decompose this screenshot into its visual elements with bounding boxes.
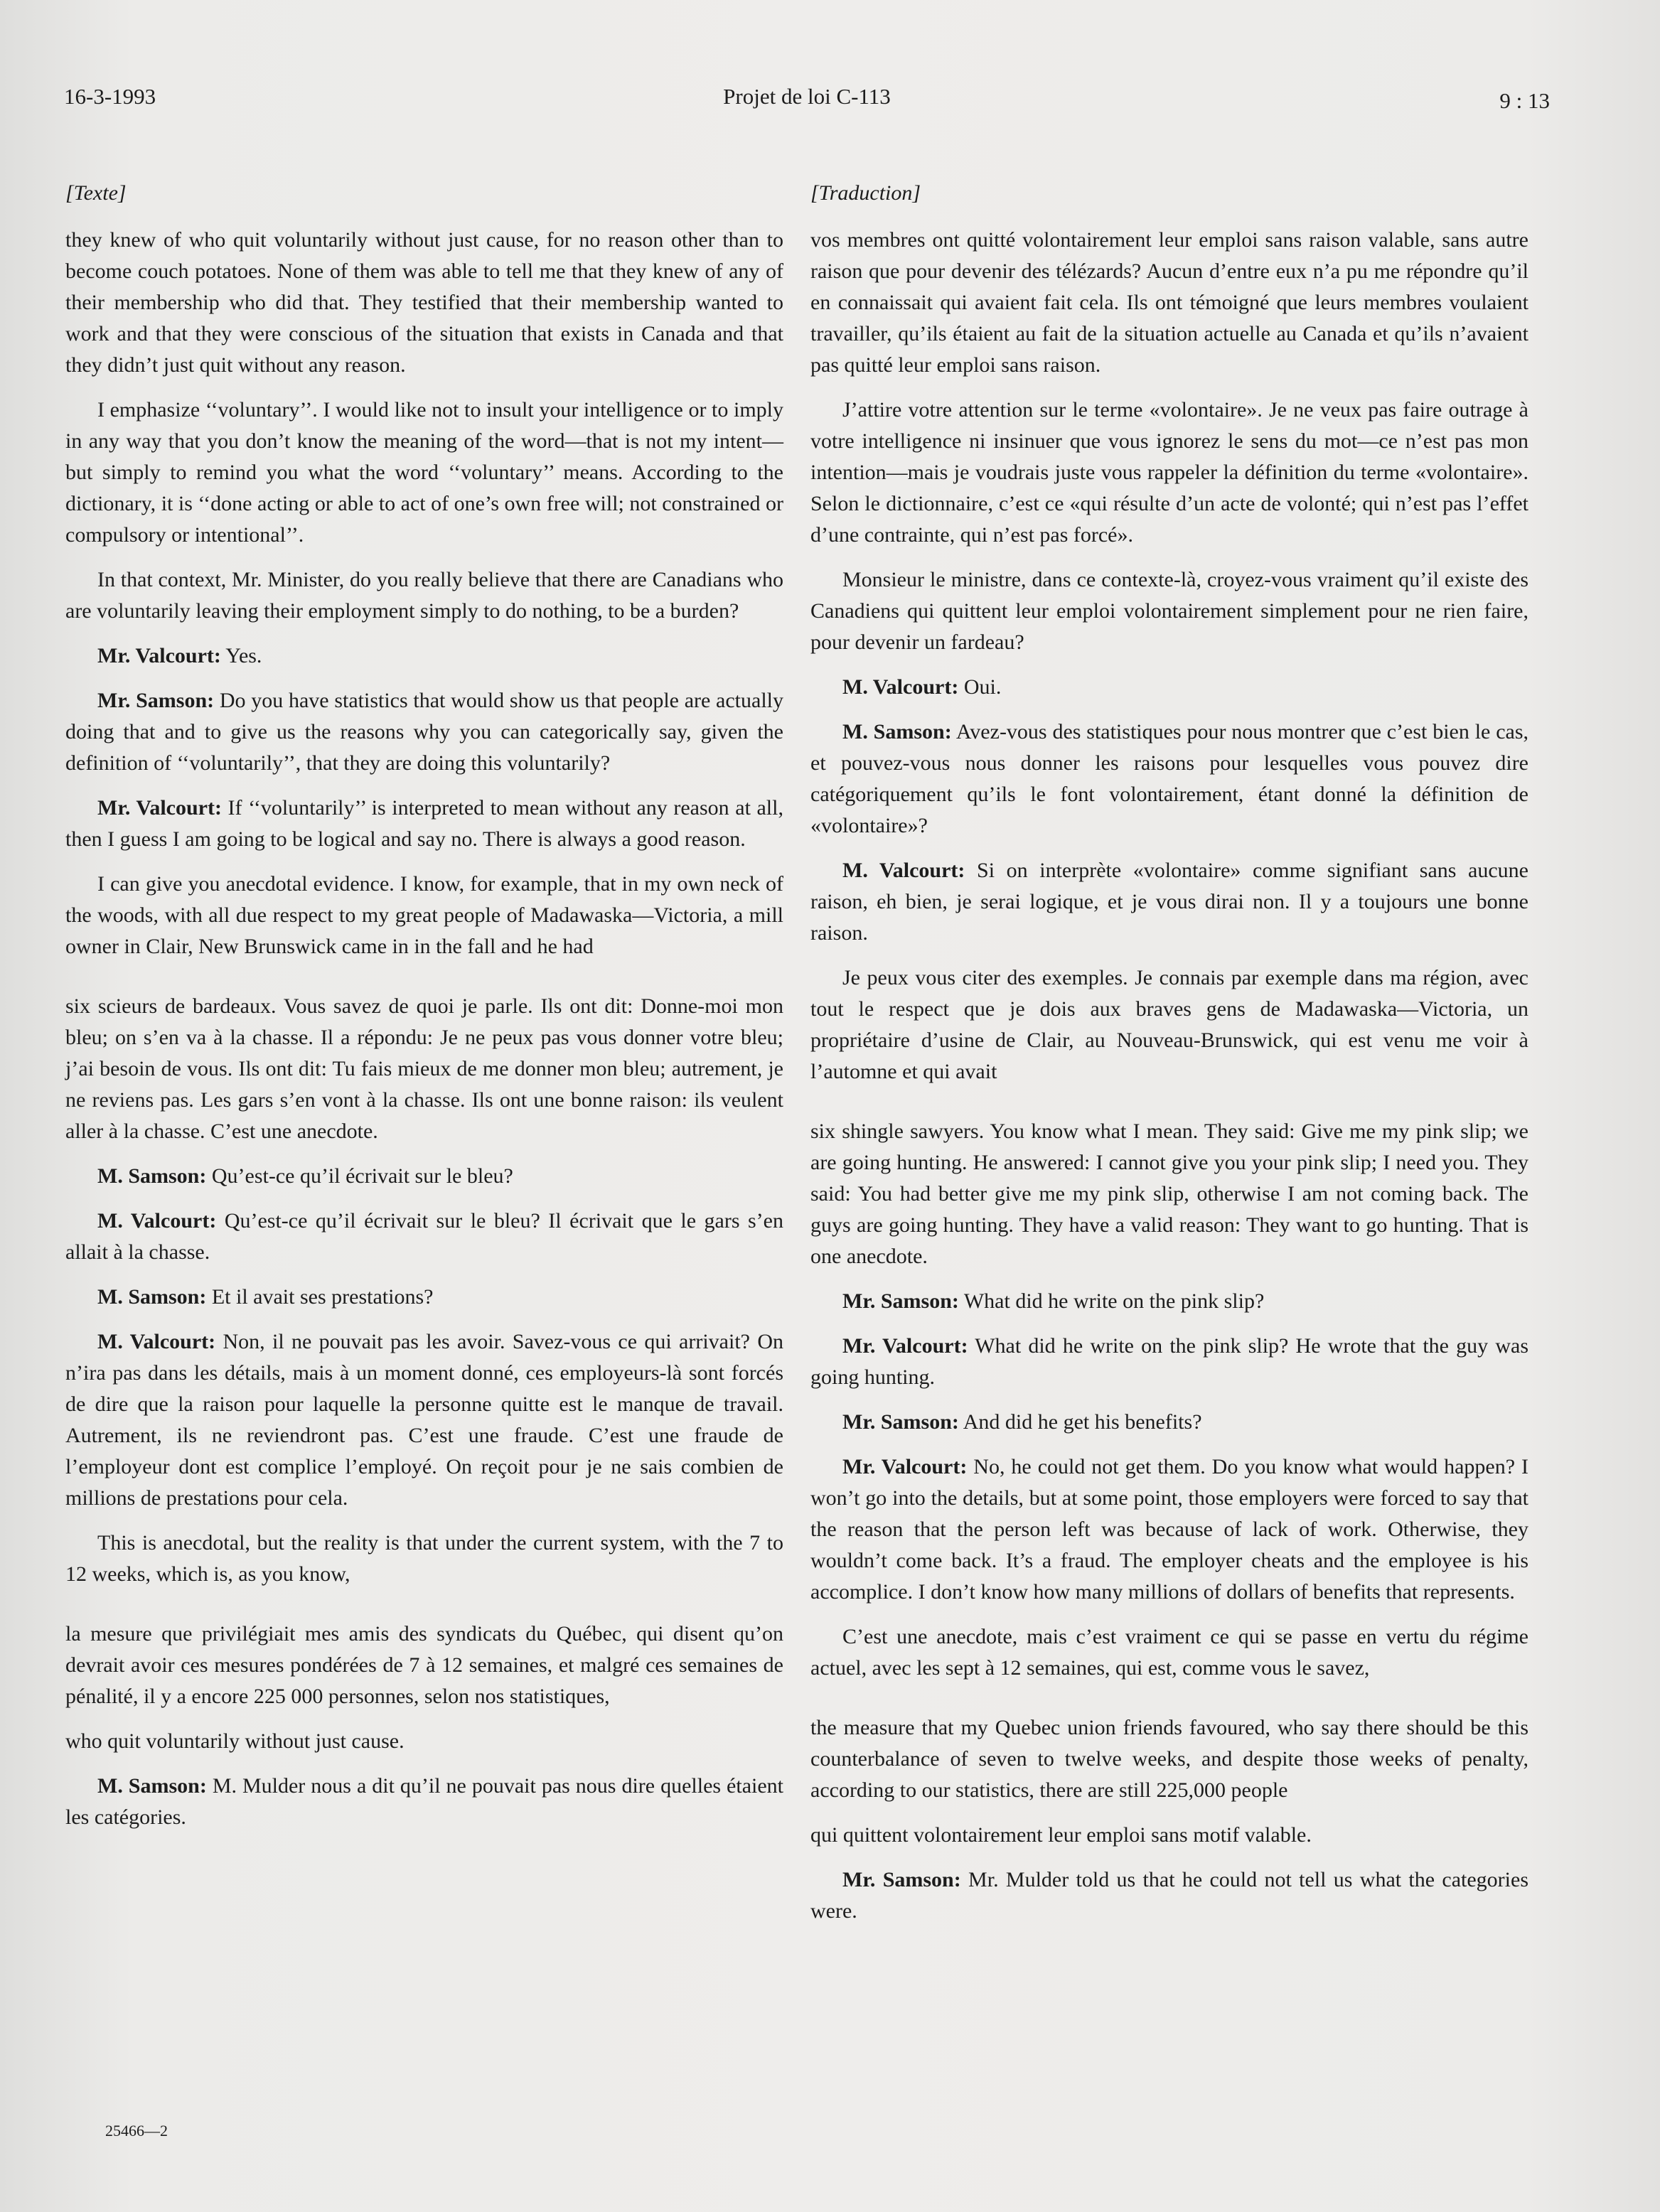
speech <box>65 685 783 779</box>
page-header <box>64 84 1550 127</box>
column-french <box>810 178 1528 1940</box>
header-date: 16-3-1993 <box>64 84 156 109</box>
paragraph: This is anecdotal, but the reality is that under the current system, with the 7 to 12 weeks, which is, as you know, <box>65 1531 783 1586</box>
speech <box>65 1326 783 1514</box>
speech <box>65 793 783 855</box>
speech <box>810 1451 1528 1608</box>
speech <box>810 1331 1528 1393</box>
speech-text: And did he get his benefits? <box>958 1410 1202 1434</box>
speaker-name: Mr. Valcourt: <box>842 1334 968 1358</box>
speech <box>810 672 1528 703</box>
paragraph: who quit voluntarily without just cause. <box>65 1729 405 1753</box>
speaker-name: Mr. Samson: <box>97 689 215 712</box>
speech <box>65 1282 783 1313</box>
speech <box>810 1286 1528 1317</box>
speech-text: Oui. <box>958 675 1002 699</box>
speaker-name: M. Valcourt: <box>842 859 965 882</box>
speaker-name: Mr. Valcourt: <box>97 644 221 667</box>
paragraph: six scieurs de bardeaux. Vous savez de quoi je parle. Ils ont dit: Donne-moi mon bleu; on s’en va à la chasse. Il a répondu: Je ne peux pas vous donner votre bleu; j’ai besoin de vous. Ils ont dit: Tu fais mieux de me donner mon bleu; autrement, je ne reviens pas. Les gars s’en vont à la chasse. Ils ont une bonne raison: ils veulent aller à la chasse. C’est une anecdote. <box>65 994 783 1143</box>
speech-text: Si on interprète «volontaire» comme signifiant sans aucune raison, eh bien, je serai logique, et je vous dirai non. Il y a toujours une bonne raison. <box>810 859 1528 945</box>
speaker-name: M. Samson: <box>97 1164 207 1188</box>
speech-text: Non, il ne pouvait pas les avoir. Savez-vous ce qui arrivait? On n’ira pas dans les détails, mais à un moment donné, ces employeurs-là sont forcés de dire que la raison pour laquelle la personne quitte est le manque de travail. Autrement, ils ne reviendront pas. C’est une fraude. C’est une fraude de l’employeur dont est complice l’employé. On reçoit pour je ne sais combien de millions de prestations pour cela. <box>65 1330 783 1510</box>
speech-text: Do you have statistics that would show us that people are actually doing that and to give us the reasons why you can categorically say, given the definition of ‘‘voluntarily’’, that they are doing this voluntarily? <box>65 689 784 775</box>
speech <box>810 1407 1528 1438</box>
speaker-name: M. Samson: <box>97 1774 207 1798</box>
printer-code: 25466—2 <box>105 2122 168 2139</box>
section-label: [Texte] <box>65 181 127 205</box>
speech-text: M. Mulder nous a dit qu’il ne pouvait pas nous dire quelles étaient les catégories. <box>65 1774 783 1829</box>
speech-text: Et il avait ses prestations? <box>206 1285 434 1309</box>
speech-text: If ‘‘voluntarily’’ is interpreted to mean without any reason at all, then I guess I am going to be logical and say no. There is always a good reason. <box>65 796 783 851</box>
paragraph: the measure that my Quebec union friends favoured, who say there should be this counterbalance of seven to twelve weeks, and despite those weeks of penalty, according to our statistics, there are still 225,000 people <box>810 1716 1528 1802</box>
speaker-name: Mr. Valcourt: <box>97 796 222 820</box>
speaker-name: Mr. Valcourt: <box>842 1455 968 1478</box>
header-title: Projet de loi C-113 <box>723 84 891 109</box>
speech-text: Yes. <box>220 644 262 667</box>
speech-text: What did he write on the pink slip? <box>958 1289 1265 1313</box>
speech <box>810 1864 1528 1927</box>
paragraph: qui quittent volontairement leur emploi sans motif valable. <box>810 1823 1312 1847</box>
paragraph: la mesure que privilégiait mes amis des syndicats du Québec, qui disent qu’on devrait avoir ces mesures pondérées de 7 à 12 semaines, et malgré ces semaines de pénalité, il y a encore 225 000 personnes, selon nos statistiques, <box>65 1622 783 1708</box>
speaker-name: M. Samson: <box>842 720 952 743</box>
speaker-name: Mr. Samson: <box>842 1868 961 1891</box>
speaker-name: M. Valcourt: <box>842 675 959 699</box>
speech-text: Avez-vous des statistiques pour nous montrer que c’est bien le cas, et pouvez-vous nous donner les raisons pour lesquelles vous pouvez dire catégoriquement qu’ils le font volontairement, étant donné la définition de «volontaire»? <box>810 720 1528 837</box>
paragraph: J’attire votre attention sur le terme «volontaire». Je ne veux pas faire outrage à votre intelligence ni insinuer que vous ignorez le sens du mot—ce n’est pas mon intention—mais je voudrais juste vous rappeler la définition du terme «volontaire». Selon le dictionnaire, c’est ce «qui résulte d’un acte de volonté; qui n’est pas l’effet d’une contrainte, qui n’est pas forcé». <box>810 398 1528 547</box>
speaker-name: Mr. Samson: <box>842 1410 959 1434</box>
speaker-name: M. Samson: <box>97 1285 207 1309</box>
paragraph: I emphasize ‘‘voluntary’’. I would like not to insult your intelligence or to imply in any way that you don’t know the meaning of the word—that is not my intent—but simply to remind you what the word ‘‘voluntary’’ means. According to the dictionary, it is ‘‘done acting or able to act of one’s own free will; not constrained or compulsory or intentional’’. <box>65 398 783 547</box>
paragraph: they knew of who quit voluntarily without just cause, for no reason other than to become couch potatoes. None of them was able to tell me that they knew of any of their membership who did that. They testified that their membership wanted to work and that they were conscious of the situation that exists in Canada and that they didn’t just quit without any reason. <box>65 228 783 377</box>
speech <box>810 855 1528 949</box>
paragraph: six shingle sawyers. You know what I mean. They said: Give me my pink slip; we are going hunting. He answered: I cannot give you your pink slip; I need you. They said: You had better give me my pink slip, otherwise I am not coming back. The guys are going hunting. They have a valid reason: They want to go hunting. That is one anecdote. <box>810 1120 1528 1268</box>
speaker-name: M. Valcourt: <box>97 1209 217 1233</box>
speech-text: No, he could not get them. Do you know what would happen? I won’t go into the details, but at some point, those employers were forced to say that the reason that the person left was because of lack of work. Otherwise, they wouldn’t come back. It’s a fraud. The employer cheats and the employee is his accomplice. I don’t know how many millions of dollars of benefits that represents. <box>810 1455 1528 1604</box>
paragraph: I can give you anecdotal evidence. I know, for example, that in my own neck of the woods, with all due respect to my great people of Madawaska—Victoria, a mill owner in Clair, New Brunswick came in in the fall and he had <box>65 872 783 958</box>
speech <box>65 1206 783 1268</box>
speech <box>810 716 1528 842</box>
paragraph: C’est une anecdote, mais c’est vraiment ce qui se passe en vertu du régime actuel, avec les sept à 12 semaines, qui est, comme vous le savez, <box>810 1625 1528 1680</box>
paragraph: In that context, Mr. Minister, do you really believe that there are Canadians who are voluntarily leaving their employment simply to do nothing, to be a burden? <box>65 568 783 623</box>
speaker-name: Mr. Samson: <box>842 1289 959 1313</box>
paragraph: Monsieur le ministre, dans ce contexte-là, croyez-vous vraiment qu’il existe des Canadiens qui quittent leur emploi volontairement simplement pour ne rien faire, pour devenir un fardeau? <box>810 568 1528 654</box>
paragraph: Je peux vous citer des exemples. Je connais par exemple dans ma région, avec tout le respect que je dois aux braves gens de Madawaska—Victoria, un propriétaire d’usine de Clair, au Nouveau-Brunswick, qui est venu me voir à l’automne et qui avait <box>810 966 1528 1083</box>
speech <box>65 640 783 672</box>
column-english <box>65 178 783 1847</box>
speech-text: Qu’est-ce qu’il écrivait sur le bleu? <box>206 1164 513 1188</box>
speech <box>65 1771 783 1833</box>
paragraph: vos membres ont quitté volontairement leur emploi sans raison valable, sans autre raison que pour devenir des télézards? Aucun d’entre eux n’a pu me répondre qu’il en connaissait qui avaient fait cela. Ils ont témoigné que leurs membres voulaient travailler, qu’ils étaient au fait de la situation actuelle au Canada et qu’ils n’avaient pas quitté leur emploi sans raison. <box>810 228 1528 377</box>
speaker-name: M. Valcourt: <box>97 1330 216 1353</box>
speech-text: What did he write on the pink slip? He wrote that the guy was going hunting. <box>810 1334 1528 1389</box>
header-page-number: 9 : 13 <box>1499 88 1550 113</box>
section-label: [Traduction] <box>810 181 921 205</box>
speech-text: Mr. Mulder told us that he could not tell us what the categories were. <box>810 1868 1528 1923</box>
speech <box>65 1161 783 1192</box>
speech-text: Qu’est-ce qu’il écrivait sur le bleu? Il écrivait que le gars s’en allait à la chasse. <box>65 1209 783 1264</box>
